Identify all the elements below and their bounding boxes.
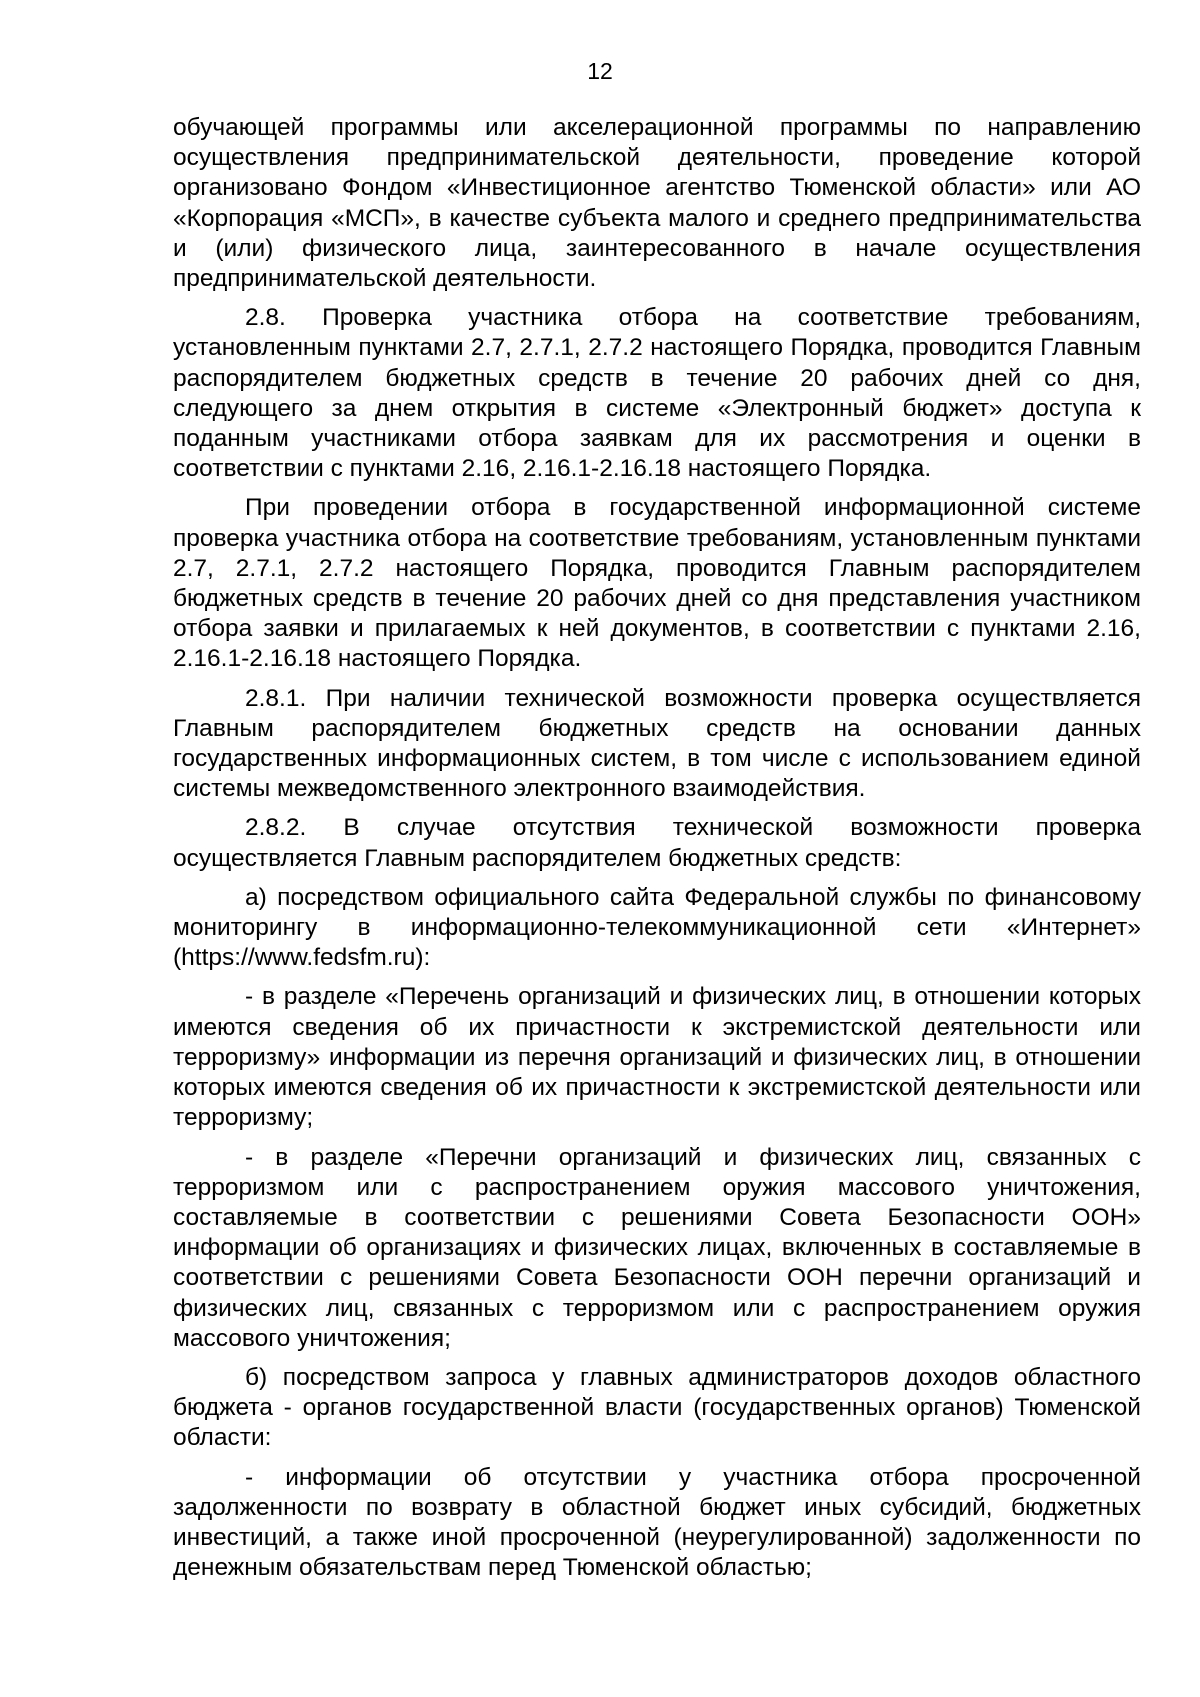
paragraph-2-8: 2.8. Проверка участника отбора на соответствие требованиям, установленным пунктами 2.7, 2.7.1, 2.7.2 настоящего Порядка, проводится Главным распорядителем бюджетных средств в течение 20 рабочих дней со дня, следующего за днем открытия в системе «Электронный бюджет» доступа к поданным участниками отбора заявкам для их рассмотрения и оценки в соответствии с пунктами 2.16, 2.16.1-2.16.18 настоящего Порядка. [173, 304, 1141, 483]
paragraph-2-8-1: 2.8.1. При наличии технической возможности проверка осуществляется Главным распорядителем бюджетных средств на основании данных государственных информационных систем, в том числе с использованием единой системы межведомственного электронного взаимодействия. [173, 684, 1141, 803]
paragraph-dash-debt-info: - информации об отсутствии у участника отбора просроченной задолженности по возврату в областной бюджет иных субсидий, бюджетных инвестиций, а также иной просроченной (неурегулированной) задолженности по денежным обязательствам перед Тюменской областью; [173, 1463, 1141, 1582]
paragraph-2-8-2: 2.8.2. В случае отсутствия технической возможности проверка осуществляется Главным распорядителем бюджетных средств: [173, 814, 1141, 872]
paragraph-dash-extremism-list: - в разделе «Перечень организаций и физических лиц, в отношении которых имеются сведения об их причастности к экстремистской деятельности или терроризму» информации из перечня организаций и физических лиц, в отношении которых имеются сведения об их причастности к экстремистской деятельности или терроризму; [173, 983, 1141, 1132]
document-body [173, 113, 1141, 1592]
paragraph-item-b: б) посредством запроса у главных администраторов доходов областного бюджета - органов государственной власти (государственных органов) Тюменской области: [173, 1363, 1141, 1452]
paragraph-continuation: обучающей программы или акселерационной программы по направлению осуществления предпринимательской деятельности, проведение которой организовано Фондом «Инвестиционное агентство Тюменской области» или АО «Корпорация «МСП», в качестве субъекта малого и среднего предпринимательства и (или) физического лица, заинтересованного в начале осуществления предпринимательской деятельности. [173, 114, 1141, 293]
paragraph-dash-un-lists: - в разделе «Перечни организаций и физических лиц, связанных с терроризмом или с распространением оружия массового уничтожения, составляемые в соответствии с решениями Совета Безопасности ООН» информации об организациях и физических лицах, включенных в составляемые в соответствии с решениями Совета Безопасности ООН перечни организаций и физических лиц, связанных с терроризмом или с распространением оружия массового уничтожения; [173, 1143, 1141, 1352]
page-number: 12 [587, 58, 613, 84]
paragraph-gis-check: При проведении отбора в государственной информационной системе проверка участника отбора на соответствие требованиям, установленным пунктами 2.7, 2.7.1, 2.7.2 настоящего Порядка, проводится Главным распорядителем бюджетных средств в течение 20 рабочих дней со дня представления участником отбора заявки и прилагаемых к ней документов, в соответствии с пунктами 2.16, 2.16.1-2.16.18 настоящего Порядка. [173, 494, 1141, 673]
paragraph-item-a: а) посредством официального сайта Федеральной службы по финансовому мониторингу в информационно-телекоммуникационной сети «Интернет» (https://www.fedsfm.ru): [173, 883, 1141, 972]
